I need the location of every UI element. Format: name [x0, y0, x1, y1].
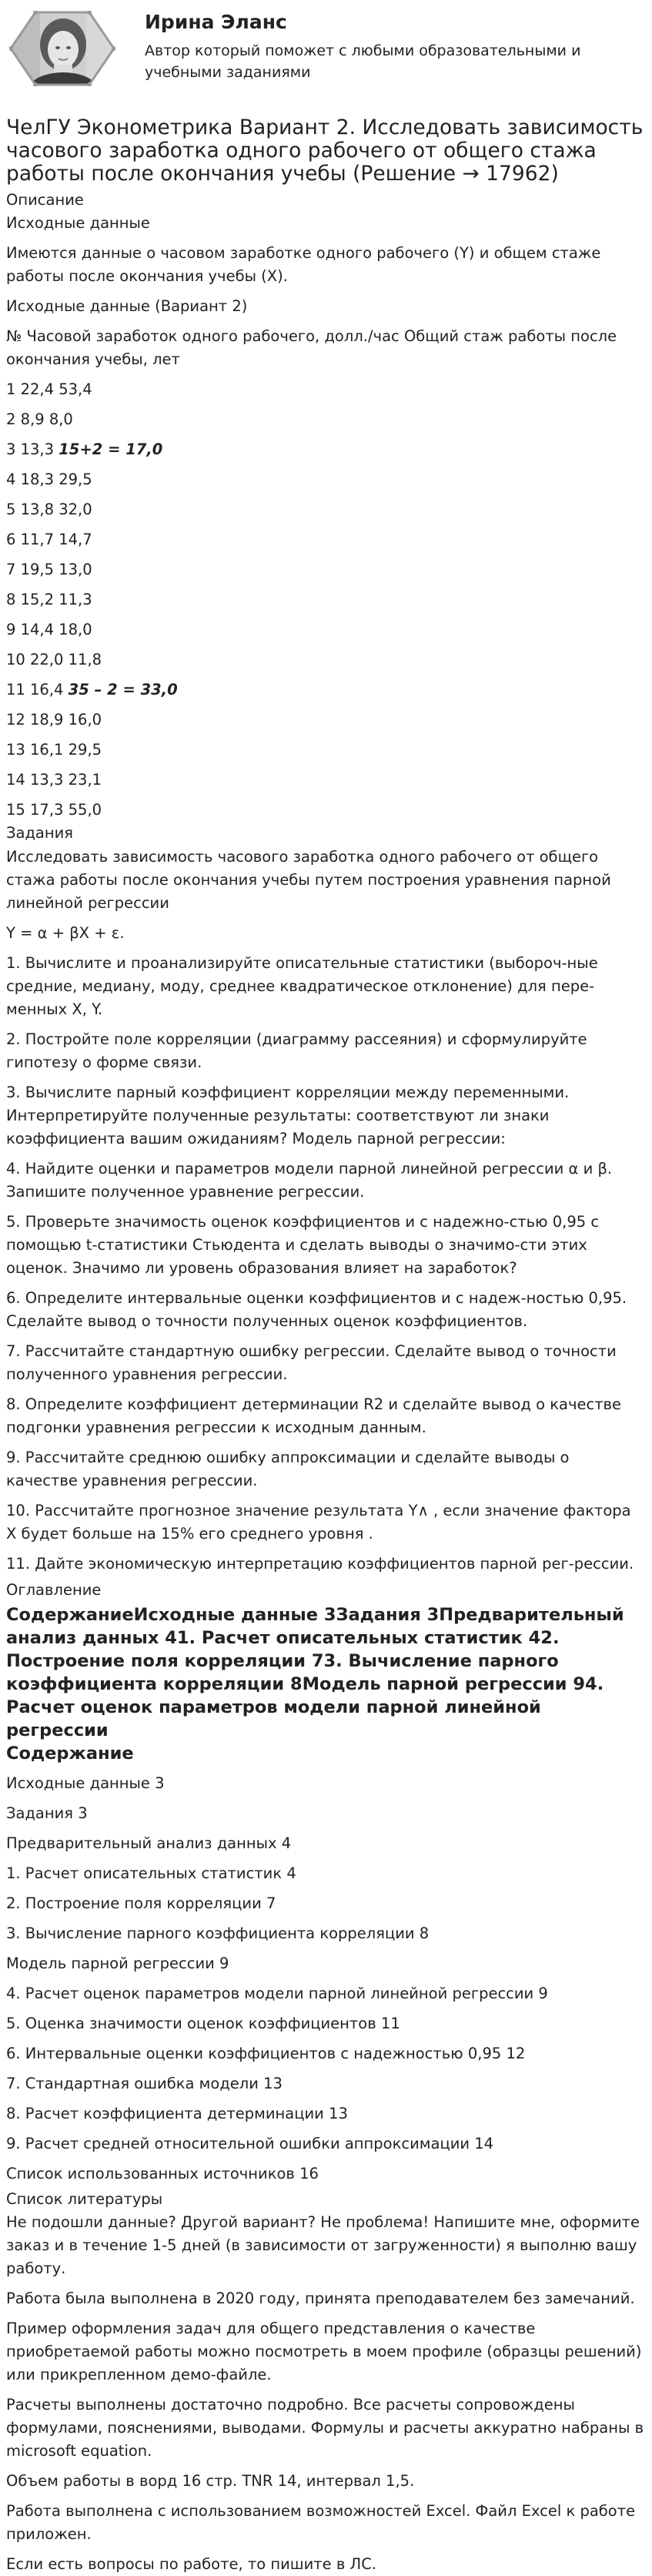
task-item: 11. Дайте экономическую интерпретацию коэффициентов парной рег-рессии.	[6, 1555, 634, 1573]
data-row	[6, 408, 644, 431]
footer-paragraph: Если есть вопросы по работе, то пишите в ЛС.	[6, 2555, 377, 2573]
literature-label: Список литературы	[6, 2190, 163, 2208]
data-row	[6, 708, 644, 732]
toc-item: 2. Построение поля корреляции 7	[6, 1894, 276, 1912]
intro-text: Имеются данные о часовом заработке одного рабочего (Y) и общем стаже работы после окончания учебы (X).	[6, 244, 601, 285]
footer-paragraph: Работа выполнена с использованием возможностей Excel. Файл Excel к работе приложен.	[6, 2502, 636, 2543]
data-row-text: 12 18,9 16,0	[6, 711, 102, 729]
data-row-text: 13 16,1 29,5	[6, 741, 102, 759]
toc-item: Исходные данные 3	[6, 1774, 165, 1792]
data-row-text: 4 18,3 29,5	[6, 471, 92, 488]
author-name[interactable]: Ирина Эланс	[145, 11, 287, 33]
toc-item: 6. Интервальные оценки коэффициентов с надежностью 0,95 12	[6, 2045, 526, 2062]
data-row-correction: 35 – 2 = 33,0	[68, 681, 178, 698]
data-row-text: 5 13,8 32,0	[6, 501, 92, 518]
toc-list	[6, 1772, 644, 2186]
toc-item: 4. Расчет оценок параметров модели парной линейной регрессии 9	[6, 1985, 548, 2002]
data-row-text: 9 14,4 18,0	[6, 621, 92, 638]
data-row-text: 3 13,3	[6, 440, 59, 458]
data-row	[6, 769, 644, 792]
data-row	[6, 468, 644, 491]
tasks-label: Задания	[6, 824, 74, 842]
toc-item: Задания 3	[6, 1804, 88, 1822]
task-item: 4. Найдите оценки и параметров модели парной линейной регрессии α и β. Запишите полученное уравнение регрессии.	[6, 1160, 613, 1201]
task-item: 1. Вычислите и проанализируйте описательные статистики (выбороч-ные средние, медиану, моду, среднее квадратическое отклонение) для пере-менных X, Y.	[6, 954, 598, 1018]
author-avatar[interactable]	[9, 11, 115, 86]
data-row-text: 1 22,4 53,4	[6, 380, 92, 398]
tasks-intro: Исследовать зависимость часового заработка одного рабочего от общего стажа работы после окончания учебы путем построения уравнения парной линейной регрессии	[6, 848, 611, 912]
toc-item: 1. Расчет описательных статистик 4	[6, 1864, 296, 1882]
toc-item: 7. Стандартная ошибка модели 13	[6, 2075, 283, 2092]
data-row-text: 6 11,7 14,7	[6, 531, 92, 548]
footer-paragraph: Работа была выполнена в 2020 году, принята преподавателем без замечаний.	[6, 2290, 635, 2307]
task-item: 9. Рассчитайте среднюю ошибку аппроксимации и сделайте выводы о качестве уравнения регрессии.	[6, 1449, 570, 1489]
data-row	[6, 378, 644, 401]
table-header: № Часовой заработок одного рабочего, долл./час Общий стаж работы после окончания учебы, лет	[6, 327, 617, 368]
task-item: 6. Определите интервальные оценки коэффициентов и с надеж-ностью 0,95. Сделайте вывод о точности полученных оценок коэффициентов.	[6, 1289, 627, 1330]
toc-collapsed-text: СодержаниеИсходные данные 3Задания 3Предварительный анализ данных 41. Расчет описательных статистик 42. Построение поля корреляции 73. Вычисление парного коэффициента корреляции 8Модель парной регрессии 94. Расчет оценок параметров модели парной линейной регрессии	[6, 1605, 624, 1740]
task-item: 7. Рассчитайте стандартную ошибку регрессии. Сделайте вывод о точности полученного уравнения регрессии.	[6, 1342, 617, 1383]
toc-item: Предварительный анализ данных 4	[6, 1834, 292, 1852]
data-row	[6, 739, 644, 762]
toc-item: Список использованных источников 16	[6, 2165, 319, 2182]
author-info	[145, 11, 644, 83]
toc-item: 3. Вычисление парного коэффициента корреляции 8	[6, 1924, 430, 1942]
task-item: 5. Проверьте значимость оценок коэффициентов и с надежно-стью 0,95 с помощью t-статистики Стьюдента и сделать выводы о значимо-сти этих оценок. Значимо ли уровень образования влияет на заработок?	[6, 1213, 600, 1277]
data-row	[6, 498, 644, 521]
data-row	[6, 648, 644, 672]
data-row-text: 2 8,9 8,0	[6, 410, 73, 428]
footer-paragraph: Не подошли данные? Другой вариант? Не проблема! Напишите мне, оформите заказ и в течение 1-5 дней (в зависимости от загруженности) я выполню вашу работу.	[6, 2213, 640, 2277]
avatar-image-icon	[9, 11, 115, 86]
footer-paragraph: Пример оформления задач для общего представления о качестве приобретаемой работы можно посмотреть в моем профиле (образцы решений) или прикрепленном демо-файле.	[6, 2320, 642, 2383]
toc-item: 5. Оценка значимости оценок коэффициентов 11	[6, 2015, 400, 2032]
data-row	[6, 558, 644, 581]
data-row	[6, 528, 644, 551]
source-data-label: Исходные данные	[6, 214, 150, 232]
data-row-correction: 15+2 = 17,0	[59, 440, 163, 458]
data-row	[6, 799, 644, 822]
data-row-text: 11 16,4	[6, 681, 69, 698]
data-row-text: 15 17,3 55,0	[6, 801, 102, 819]
data-row-text: 10 22,0 11,8	[6, 651, 102, 668]
variant-label: Исходные данные (Вариант 2)	[6, 297, 248, 315]
footer-paragraph: Объем работы в ворд 16 стр. TNR 14, интервал 1,5.	[6, 2472, 415, 2490]
data-row	[6, 438, 644, 461]
task-list	[6, 952, 644, 1576]
data-row	[6, 618, 644, 641]
data-row-text: 8 15,2 11,3	[6, 591, 92, 608]
task-item: 8. Определите коэффициент детерминации R2 и сделайте вывод о качестве подгонки уравнения регрессии к исходным данным.	[6, 1395, 622, 1436]
description-label: Описание	[6, 191, 84, 209]
task-item: 3. Вычислите парный коэффициент корреляции между переменными. Интерпретируйте полученные результаты: соответствуют ли знаки коэффициента вашим ожиданиям? Модель парной регрессии:	[6, 1084, 570, 1147]
toc-item: 8. Расчет коэффициента детерминации 13	[6, 2105, 348, 2122]
task-item: 10. Рассчитайте прогнозное значение результата Y∧ , если значение фактора X будет больше на 15% его среднего уровня .	[6, 1502, 631, 1543]
toc-label: Оглавление	[6, 1581, 102, 1599]
author-card[interactable]	[6, 0, 644, 91]
data-row-text: 7 19,5 13,0	[6, 561, 92, 578]
data-row-text: 14 13,3 23,1	[6, 771, 102, 789]
footer-paragraph: Расчеты выполнены достаточно подробно. Все расчеты сопровождены формулами, пояснениями, выводами. Формулы и расчеты аккуратно набраны в microsoft equation.	[6, 2396, 644, 2460]
author-description: Автор который поможет с любыми образовательными и учебными заданиями	[145, 42, 581, 81]
regression-equation: Y = α + βX + ε.	[6, 924, 125, 942]
toc-heading: Содержание	[6, 1744, 134, 1764]
data-row	[6, 588, 644, 611]
task-item: 2. Постройте поле корреляции (диаграмму рассеяния) и сформулируйте гипотезу о форме связи.	[6, 1030, 587, 1071]
toc-item: Модель парной регрессии 9	[6, 1955, 229, 1972]
page-title: ЧелГУ Эконометрика Вариант 2. Исследовать зависимость часового заработка одного рабочего от общего стажа работы после окончания учебы (Решение → 17962)	[6, 116, 644, 186]
data-row	[6, 678, 644, 702]
data-rows	[6, 378, 644, 822]
toc-item: 9. Расчет средней относительной ошибки аппроксимации 14	[6, 2135, 494, 2152]
